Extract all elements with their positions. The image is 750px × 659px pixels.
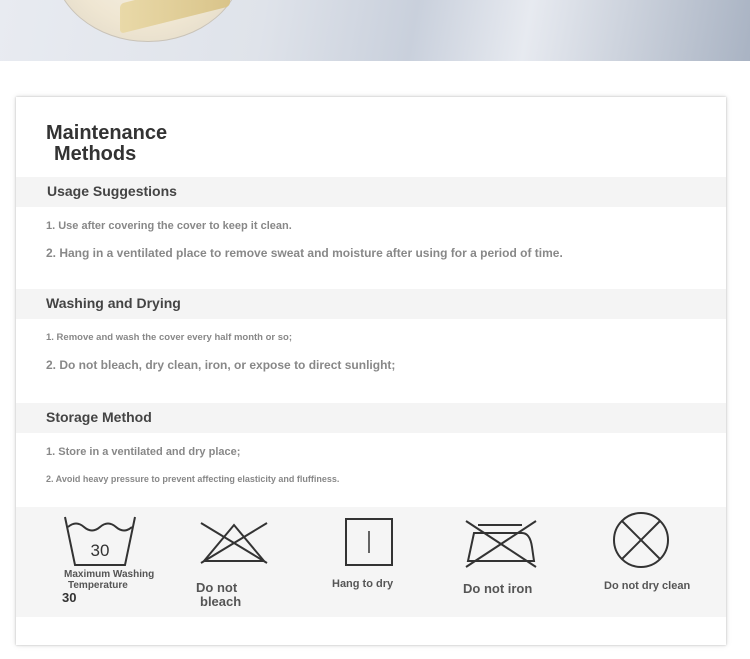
wash-temp-label [64,569,154,591]
product-banner [0,0,750,61]
no-iron-icon [464,517,538,569]
wash-temp-label-line1: Maximum Washing [64,569,155,580]
title-line1: Maintenance [46,122,168,144]
storage-item-1: 1. Store in a ventilated and dry place; [46,446,241,458]
maintenance-card [16,97,726,645]
washing-item-2: 2. Do not bleach, dry clean, iron, or expose to direct sunlight; [46,358,396,372]
no-bleach-label-line1: Do not [196,580,238,595]
no-bleach-label-line2: bleach [200,594,242,609]
no-dry-clean-label: Do not dry clean [604,580,691,592]
title-line2: Methods [54,143,137,165]
hang-dry-icon [344,517,394,567]
page-title [46,123,167,165]
no-bleach-icon [198,519,270,565]
washing-tub-icon [62,513,138,569]
hang-dry-label: Hang to dry [332,578,394,590]
usage-item-1: 1. Use after covering the cover to keep it clean. [46,220,292,232]
section-heading-text: Storage Method [46,409,152,425]
tub-temperature-text: 30 [90,541,110,560]
section-heading-text: Washing and Drying [46,295,181,311]
wash-temp-value: 30 [62,590,77,605]
no-iron-label: Do not iron [463,581,533,596]
section-heading-washing [16,289,726,319]
section-heading-storage [16,403,726,433]
care-icons-row [16,507,726,617]
washing-item-1: 1. Remove and wash the cover every half month or so; [46,332,293,343]
wash-temp-label-line2: Temperature [68,580,128,591]
section-heading-text: Usage Suggestions [47,183,177,199]
section-heading-usage [16,177,726,207]
storage-item-2: 2. Avoid heavy pressure to prevent affecting elasticity and fluffiness. [46,474,340,484]
usage-item-2: 2. Hang in a ventilated place to remove sweat and moisture after using for a period of time. [46,246,563,260]
no-dry-clean-icon [610,509,672,571]
no-bleach-label [196,581,241,609]
